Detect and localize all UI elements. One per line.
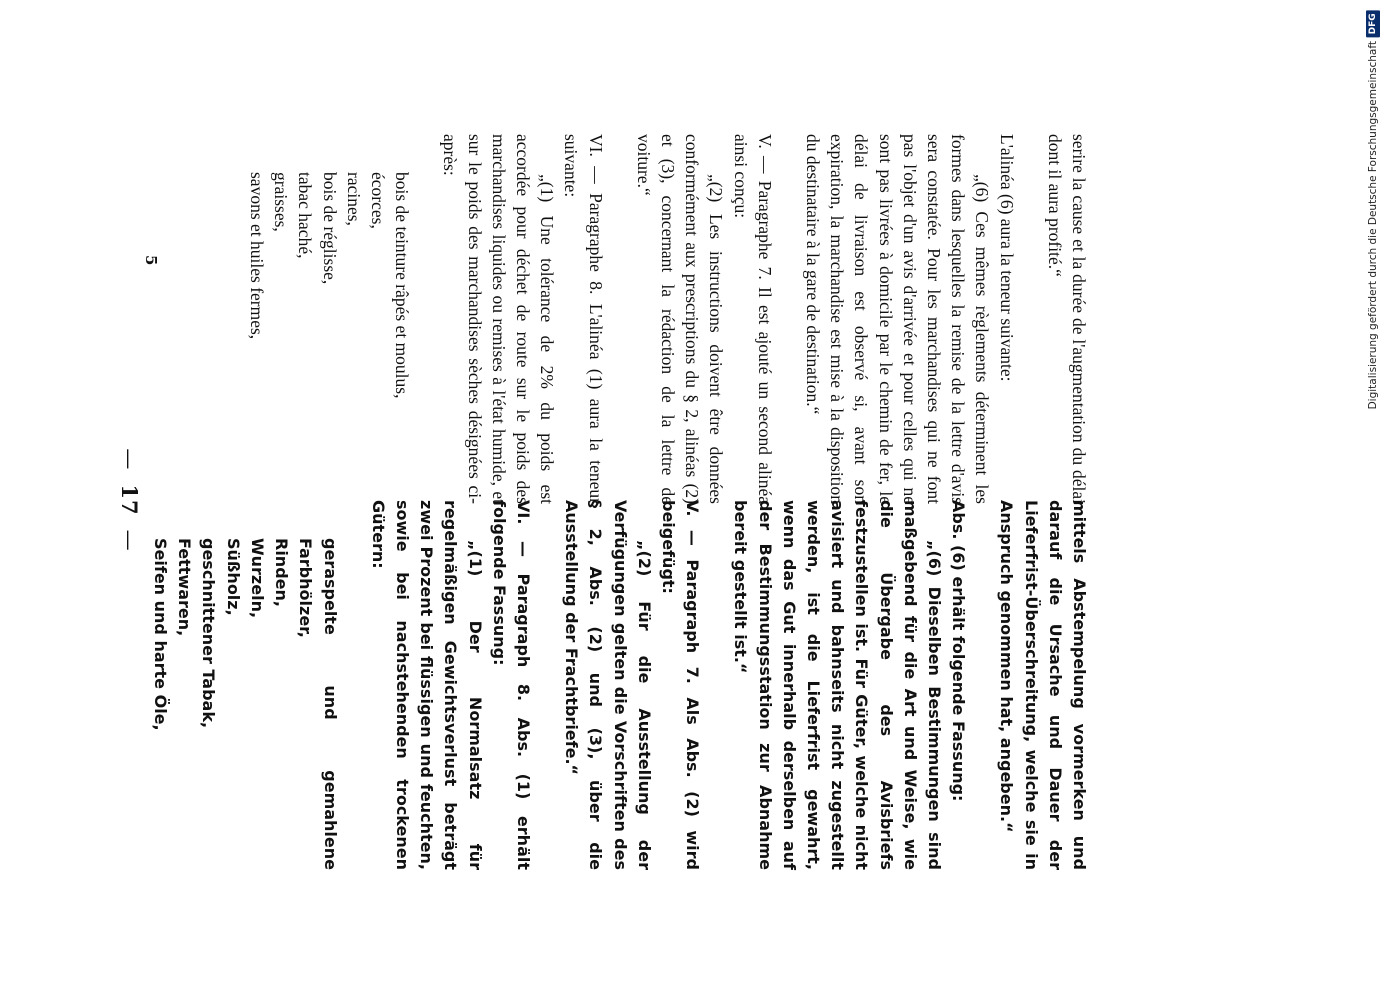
list-item: Süßholz, (223, 538, 243, 616)
page-number: 17 (117, 484, 142, 516)
german-goods-list (148, 500, 342, 870)
rotated-page (36, 40, 1346, 960)
french-section-intro: L'alinéa (6) aura la teneur suivante: (996, 134, 1017, 382)
german-section-intro: V. — Paragraph 7. Als Abs. (2) wird beigefügt: (658, 500, 703, 870)
digitization-note: Digitalisierung gefördert durch die Deutsche Forschungsgemeinschaft (1367, 41, 1379, 410)
list-item: Rinden, (272, 538, 292, 607)
french-paragraph: „(6) Ces mêmes règlements déterminent les formes dans lesquelles la remise de la lettre d'avis sera constatée. Pour les marchandises qui ne font pas l'objet d'un avis d'arrivée et pour celles qui ne sont pas livrées à domicile par le chemin de fer, le délai de livraison est observé si, avant son expiration, la marchandise est mise à la disposition du destinataire à la gare de destination.“ (802, 134, 993, 504)
page-header: —17— (117, 448, 142, 552)
german-paragraph: „(6) Dieselben Bestimmungen sind maßgebend für die Art und Weise, wie die Übergabe des Avisbriefs festzustellen ist. Für Güter, welche nicht avisiert und bahnseits nicht zugestellt werden, ist die Lieferfrist gewahrt, wenn das Gut innerhalb derselben auf der Bestimmungsstation zur Abnahme bereit gestellt ist.“ (731, 500, 944, 870)
german-paragraph: mittels Abstempelung vormerken und darauf die Ursache und Dauer der Lieferfrist-Überschreitung, welche sie in Anspruch genommen hat, angeben.“ (997, 500, 1089, 870)
list-item: geraspelte und gemahlene Farbhölzer, (296, 538, 340, 870)
german-section-intro: Abs. (6) erhält folgende Fassung: (949, 500, 969, 802)
french-column (245, 134, 1091, 504)
list-item: Wurzeln, (247, 538, 267, 619)
french-section-intro: VI. — Paragraphe 8. L'alinéa (1) aura la teneur suivante: (561, 134, 606, 504)
german-paragraph: „(2) Für die Ausstellung der Verfügungen gelten die Vorschriften des § 2, Abs. (2) und (3), über die Ausstellung der Frachtbriefe.“ (562, 500, 654, 870)
digitization-credit (1366, 10, 1380, 409)
list-item: geschnittener Tabak, (199, 538, 219, 729)
french-section-intro: V. — Paragraphe 7. Il est ajouté un second alinéa ainsi conçu: (730, 134, 775, 504)
list-item: graisses, (271, 172, 292, 232)
sheet-number: 5 (142, 255, 160, 266)
german-paragraph: „(1) Der Normalsatz für regelmäßigen Gewichtsverlust beträgt zwei Prozent bei flüssigen und feuchten, sowie bei nachstehenden trockenen Gütern: (368, 500, 485, 870)
list-item: Fettwaren, (175, 538, 195, 637)
list-item: bois de teinture râpés et moulus, (392, 172, 413, 399)
list-item: tabac haché, (295, 172, 316, 259)
french-paragraph: „(2) Les instructions doivent être données conformément aux prescriptions du § 2, alinéas (2) et (3), concernant la rédaction de la lettre de voiture.“ (633, 134, 727, 504)
dfg-logo: DFG (1366, 10, 1380, 37)
french-goods-list (245, 134, 414, 504)
list-item: écorces, (367, 172, 388, 229)
list-item: Seifen und harte Öle, (151, 538, 171, 731)
list-item: savons et huiles fermes, (246, 172, 267, 340)
list-item: racines, (343, 172, 364, 226)
french-paragraph: „(1) Une tolérance de 2% du poids est accordée pour déchet de route sur le poids des marchandises liquides ou remises à l'état humide, et sur le poids des marchandises sèches désignées ci-après: (440, 134, 558, 504)
german-column (148, 500, 1091, 870)
french-paragraph: serire la cause et la durée de l'augmentation du délai dont il aura profité.“ (1044, 134, 1089, 504)
list-item: bois de réglisse, (319, 172, 340, 285)
german-section-intro: VI. — Paragraph 8. Abs. (1) erhält folgende Fassung: (489, 500, 533, 870)
